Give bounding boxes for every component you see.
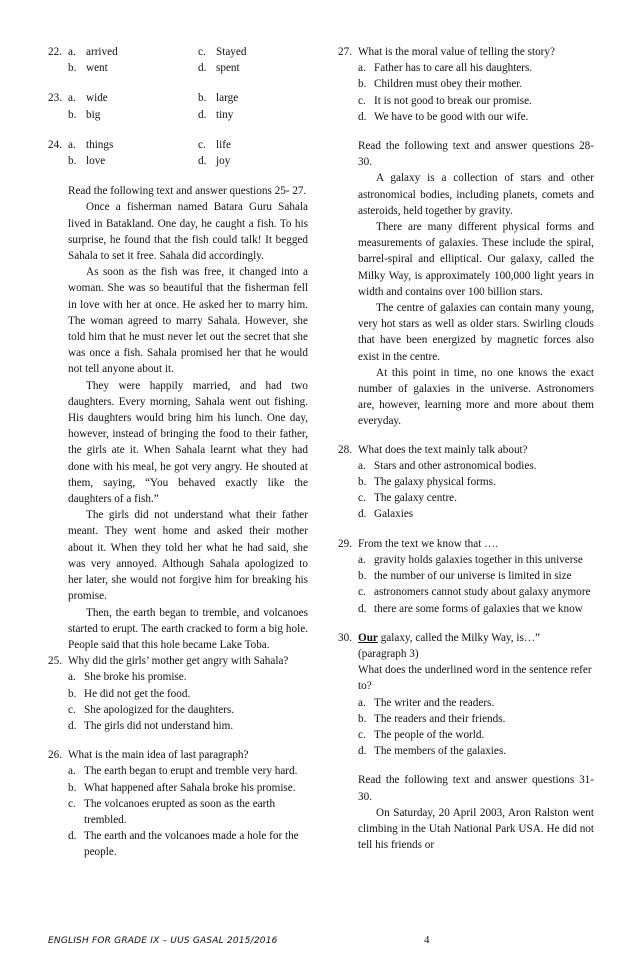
passage-intro: Read the following text and answer questions 31- 30. xyxy=(358,774,594,803)
passage-intro: Read the following text and answer questions 25- 27. xyxy=(68,185,307,198)
question-number: 26. xyxy=(48,749,62,762)
vocab-question-22: 22. a. arrived c. Stayed b. went d. spent xyxy=(48,44,308,76)
option-d[interactable]: d. The girls did not understand him. xyxy=(68,719,234,732)
option-b[interactable]: b. What happened after Sahala broke his promise. xyxy=(68,781,296,794)
passage-paragraph: There are many different physical forms and measurements of galaxies. These include the spiral, barrel-spiral and elliptical. Our galaxy, called the Milky Way, is approximately 100,000 light years in width and contains over 100 billion stars. xyxy=(358,221,594,298)
option-c[interactable]: c. The volcanoes erupted as soon as the earth trembled. xyxy=(68,797,276,826)
option-c[interactable]: c. The galaxy centre. xyxy=(358,492,457,505)
option-d[interactable]: d. We have to be good with our wife. xyxy=(358,110,529,123)
question-stem-ask: What does the underlined word in the sentence refer to? xyxy=(358,664,592,693)
option-c: Stayed xyxy=(216,46,247,58)
option-c: large xyxy=(216,92,239,105)
option-a: wide xyxy=(86,92,108,105)
question-stem: What does the text mainly talk about? xyxy=(358,443,528,456)
passage-paragraph: At this point in time, no one knows the exact number of galaxies in the universe. Astronomers are, however, learning more and more about them everyday. xyxy=(358,366,594,428)
question-number: 28. xyxy=(338,443,352,456)
question-30 xyxy=(338,630,594,760)
question-number: 25. xyxy=(48,655,62,668)
option-a[interactable]: a. Father has to care all his daughters. xyxy=(358,62,533,75)
question-stem: From the text we know that …. xyxy=(358,537,499,550)
page-number: 4 xyxy=(424,934,430,946)
question-number: 24. xyxy=(48,138,62,151)
question-number: 29. xyxy=(338,537,352,550)
question-27 xyxy=(338,44,594,125)
question-stem: Why did the girls’ mother get angry with Sahala? xyxy=(68,655,289,668)
right-column xyxy=(338,44,594,853)
question-stem: Our galaxy, called the Milky Way, is…” xyxy=(358,631,540,644)
option-d: spent xyxy=(216,62,240,75)
option-d[interactable]: d. there are some forms of galaxies that we know xyxy=(358,602,583,615)
passage-galaxy xyxy=(358,138,594,430)
question-stem: What is the main idea of last paragraph? xyxy=(68,749,249,762)
passage-paragraph: Once a fisherman named Batara Guru Sahala lived in Batakland. One day, he caught a fish. To his surprise, he found that the fish could talk! It begged Sahala to set it free. Sahala did accordingly. xyxy=(68,201,308,263)
option-c[interactable]: c. The people of the world. xyxy=(358,728,485,741)
option-b[interactable]: b. He did not get the food. xyxy=(68,687,191,700)
question-28 xyxy=(338,442,594,523)
option-c[interactable]: c. It is not good to break our promise. xyxy=(358,94,532,107)
option-b: love xyxy=(86,155,106,168)
option-c[interactable]: c. She apologized for the daughters. xyxy=(68,703,235,716)
passage-paragraph: They were happily married, and had two daughters. Every morning, Sahala went out fishing. His daughters would bring him his lunch. One day, however, instead of bringing the food to their father, the girls ate it. When Sahala learnt what they had done with his meal, he got very angry. He shouted at them, saying, “You behaved exactly like the daughters of a fish.” xyxy=(68,379,308,506)
option-a[interactable]: a. The earth began to erupt and tremble very hard. xyxy=(68,765,298,778)
vocab-question-24: 24. a. things c. life b. love d. joy xyxy=(48,137,308,169)
passage-paragraph: The centre of galaxies can contain many young, very hot stars as well as older stars. Swirling clouds that have been energized by magnetic forces also exist in the centre. xyxy=(358,302,594,363)
question-number: 23. xyxy=(48,92,62,105)
question-number: 27. xyxy=(338,46,352,58)
question-number: 22. xyxy=(48,46,62,58)
option-b[interactable]: b. The readers and their friends. xyxy=(358,712,506,725)
option-b: went xyxy=(86,62,108,75)
passage-paragraph: On Saturday, 20 April 2003, Aron Ralston went climbing in the Utah National Park USA. He did not tell his friends or xyxy=(358,806,594,852)
passage-paragraph: Then, the earth began to tremble, and volcanoes started to erupt. The earth cracked to form a big hole. People said that this hole became Lake Toba. xyxy=(68,606,308,651)
option-d: tiny xyxy=(216,108,234,121)
option-b: big xyxy=(86,108,101,121)
option-c: life xyxy=(216,138,231,151)
option-b[interactable]: b. The galaxy physical forms. xyxy=(358,476,496,489)
option-b[interactable]: b. the number of our universe is limited in size xyxy=(358,570,572,583)
option-a[interactable]: a. She broke his promise. xyxy=(68,671,187,684)
option-d[interactable]: d. The members of the galaxies. xyxy=(358,745,507,758)
option-a: arrived xyxy=(86,46,118,58)
option-b[interactable]: b. Children must obey their mother. xyxy=(358,78,523,91)
passage-intro: Read the following text and answer questions 28- 30. xyxy=(358,140,594,169)
passage-paragraph: As soon as the fish was free, it changed into a woman. She was so beautiful that the fisherman fell in love with her at once. He asked her to marry him. The woman agreed to marry Sahala. However, she told him that he must never let out the secret that she was once a fish. Sahala promised her that he would not tell anyone about it. xyxy=(68,266,308,376)
page-footer: ENGLISH FOR GRADE IX – UUS GASAL 2015/2016 xyxy=(48,936,278,946)
option-a[interactable]: a. The writer and the readers. xyxy=(358,696,495,709)
option-d: joy xyxy=(216,155,231,168)
option-a[interactable]: a. Stars and other astronomical bodies. xyxy=(358,459,537,472)
question-29 xyxy=(338,536,594,617)
question-stem: What is the moral value of telling the story? xyxy=(358,46,555,58)
option-a: things xyxy=(86,138,114,151)
vocab-question-23: 23. a. wide b. large b. big d. tiny xyxy=(48,90,308,122)
question-number: 30. xyxy=(338,631,352,644)
passage-paragraph: The girls did not understand what their father meant. They went home and asked their mother about it. When they told her what he had said, she was very annoyed. Although Sahala apologized to her later, she would not forgive him for breaking his promise. xyxy=(68,509,308,603)
passage-lake-toba xyxy=(68,183,308,653)
option-c[interactable]: c. astronomers cannot study about galaxy anymore xyxy=(358,586,591,599)
option-d[interactable]: d. The earth and the volcanoes made a hole for the people. xyxy=(68,830,299,859)
left-column xyxy=(48,44,308,862)
option-a[interactable]: a. gravity holds galaxies together in this universe xyxy=(358,553,583,566)
question-stem-ref: (paragraph 3) xyxy=(358,647,419,660)
passage-paragraph: A galaxy is a collection of stars and other astronomical bodies, including planets, comets and asteroids, held together by gravity. xyxy=(358,172,594,217)
question-25 xyxy=(48,653,308,734)
option-d[interactable]: d. Galaxies xyxy=(358,508,414,521)
passage-aron-ralston xyxy=(358,772,594,853)
question-26 xyxy=(48,747,308,860)
underlined-word: Our xyxy=(358,631,378,644)
